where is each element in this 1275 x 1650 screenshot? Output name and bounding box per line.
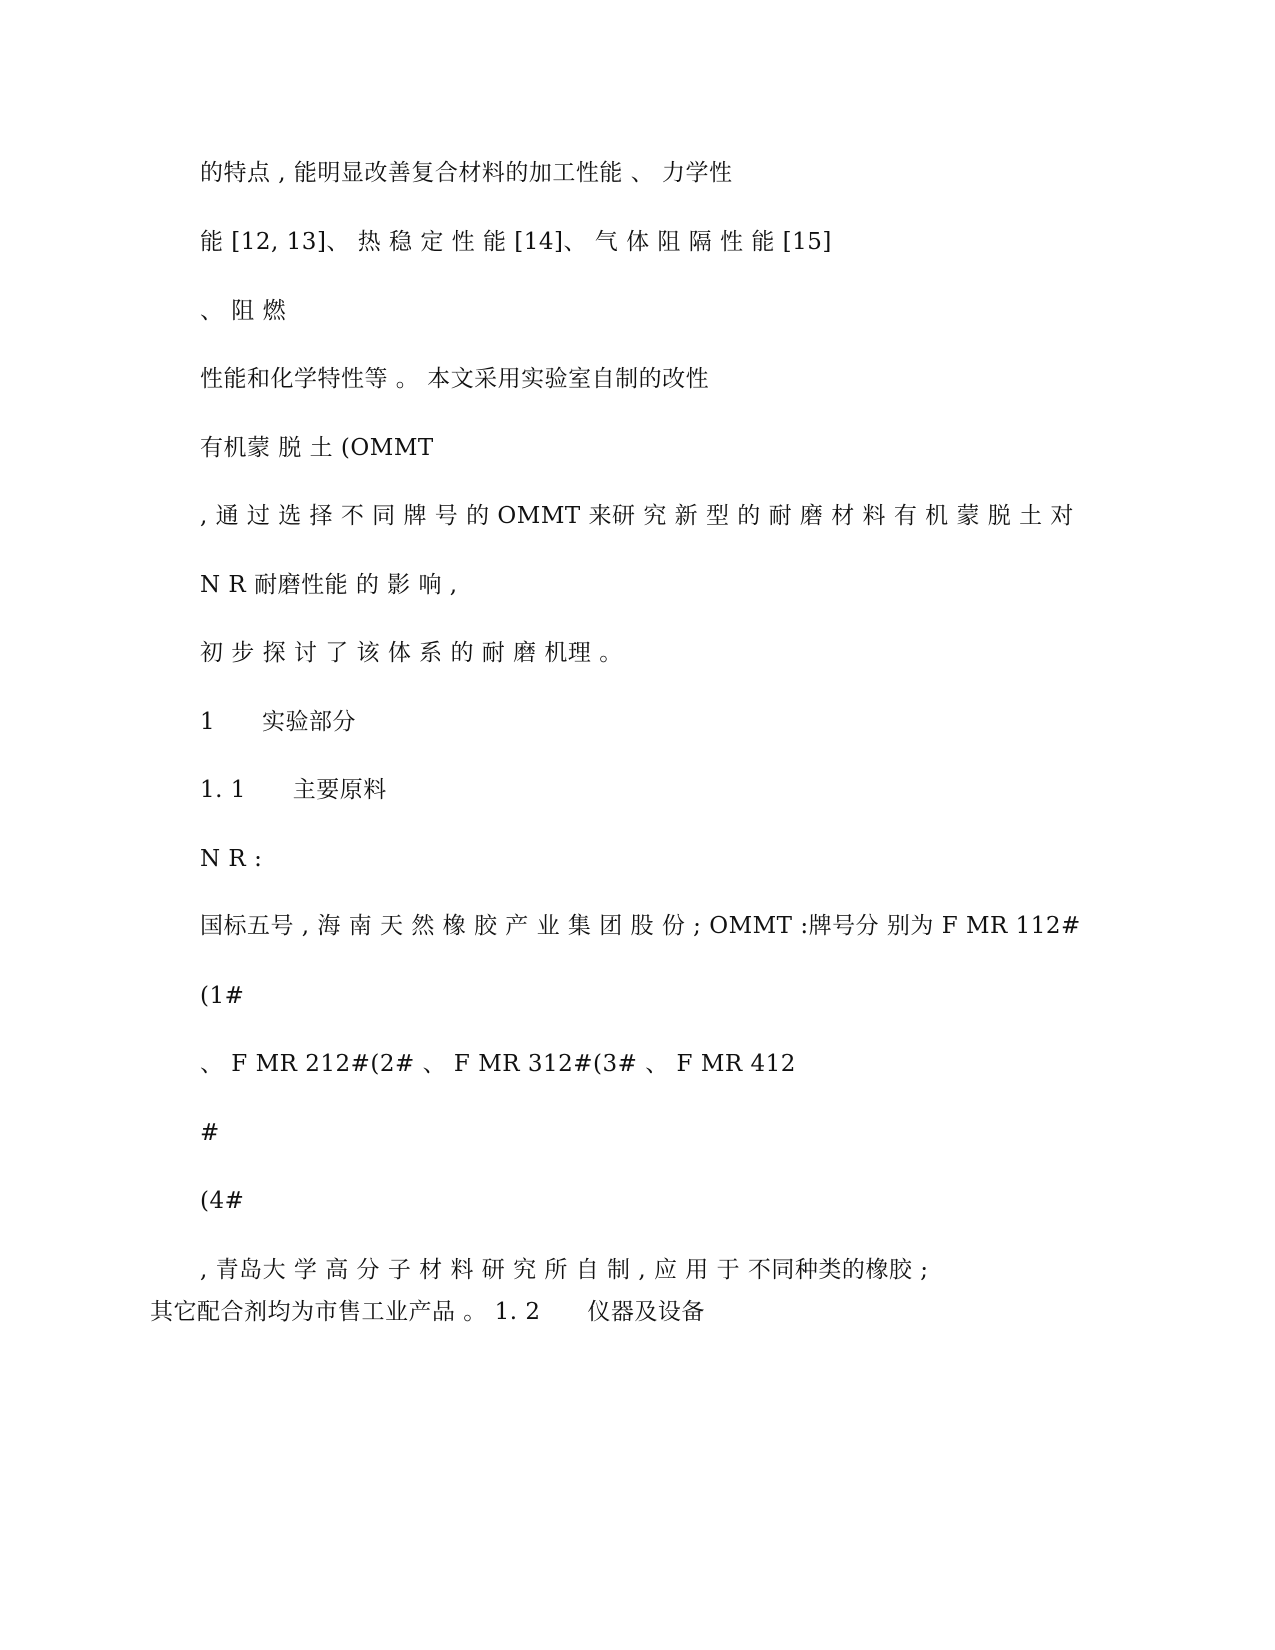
text-line-4: 性能和化学特性等 。 本文采用实验室自制的改性: [200, 366, 710, 392]
text-line-13: (1#: [200, 983, 245, 1009]
text-line-8: 初 步 探 讨 了 该 体 系 的 耐 磨 机理 。: [200, 640, 623, 666]
text-line-16: (4#: [200, 1188, 245, 1214]
text-line-3: 、 阻 燃: [200, 298, 287, 324]
text-line-18: 其它配合剂均为市售工业产品 。 1. 2 仪器及设备: [150, 1299, 705, 1325]
text-line-7: N R 耐磨性能 的 影 响 ,: [200, 572, 458, 598]
text-line-5: 有机蒙 脱 土 (OMMT: [200, 435, 434, 461]
text-line-12: 国标五号 , 海 南 天 然 橡 胶 产 业 集 团 股 份 ; OMMT :牌号分 别为 F MR 112#: [200, 913, 1081, 939]
text-line-1: 的特点 , 能明显改善复合材料的加工性能 、 力学性: [200, 160, 733, 186]
section-heading-1: 1 实验部分: [200, 709, 356, 735]
text-line-2: 能 [12, 13]、 热 稳 定 性 能 [14]、 气 体 阻 隔 性 能 [15]: [200, 229, 832, 255]
text-line-14: 、 F MR 212#(2# 、 F MR 312#(3# 、 F MR 412: [200, 1051, 796, 1077]
text-line-11: N R :: [200, 846, 263, 872]
subsection-heading-1-1: 1. 1 主要原料: [200, 777, 387, 803]
text-line-6: , 通 过 选 择 不 同 牌 号 的 OMMT 来研 究 新 型 的 耐 磨 材 料 有 机 蒙 脱 土 对: [200, 503, 1074, 529]
text-line-15: #: [200, 1120, 220, 1146]
text-line-17: , 青岛大 学 高 分 子 材 料 研 究 所 自 制 , 应 用 于 不同种类的橡胶 ;: [200, 1257, 929, 1283]
